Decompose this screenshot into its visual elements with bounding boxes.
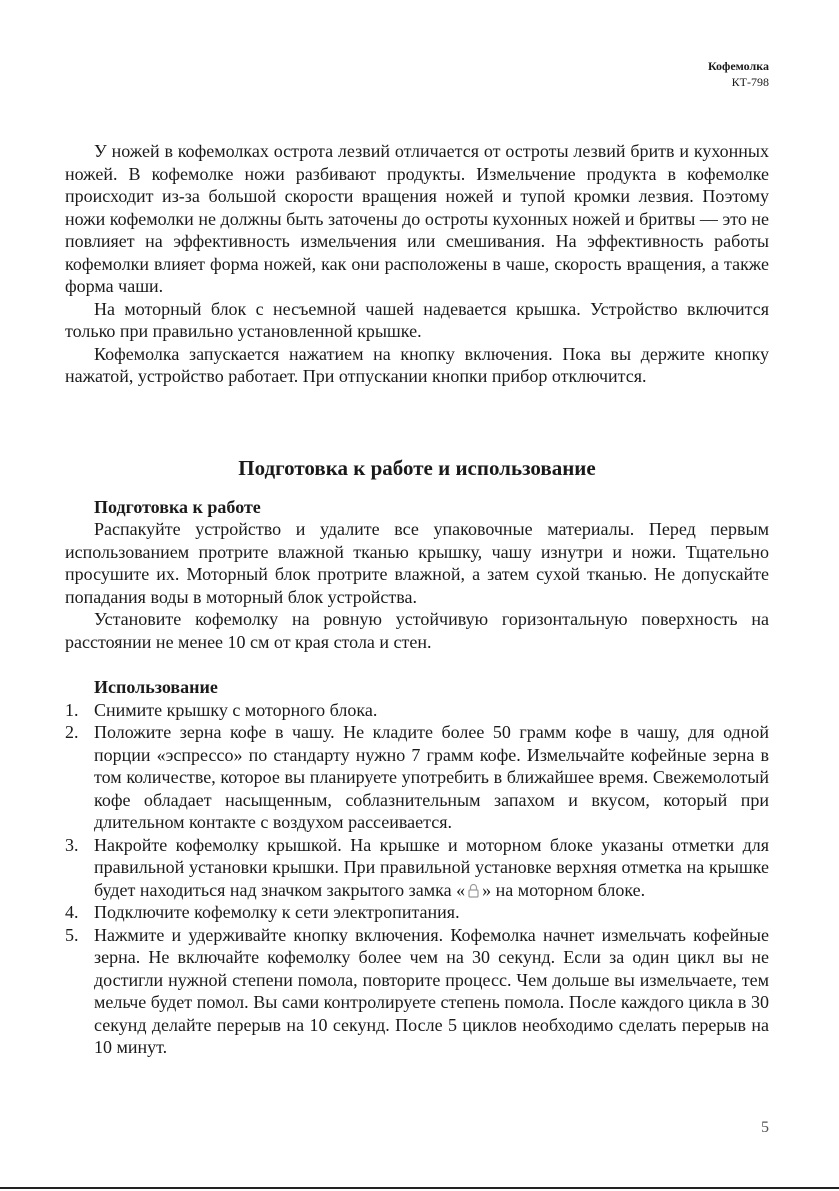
usage-step-1 [65, 699, 769, 722]
usage-heading: Использование [94, 677, 218, 697]
bottom-rule [0, 1187, 839, 1189]
preparation-paragraph-1: Распакуйте устройство и удалите все упаковочные материалы. Перед первым использованием протрите влажной тканью крышку, чашу изнутри и ножи. Тщательно просушите их. Моторный блок протрите влажной, а затем сухой тканью. Не допускайте попадания воды в моторный блок устройства. [65, 519, 769, 607]
header-brand: Кофемолка [707, 59, 769, 73]
intro-paragraph-3: Кофемолка запускается нажатием на кнопку включения. Пока вы держите кнопку нажатой, устройство работает. При отпускании кнопки прибор отключится. [65, 343, 769, 386]
step-number: 4. [65, 902, 79, 922]
preparation-heading: Подготовка к работе [94, 496, 261, 517]
usage-step-5 [65, 924, 769, 1059]
step-text: Положите зерна кофе в чашу. Не кладите более 50 грамм кофе в чашу, для одной порции «эспрессо» по стандарту нужно 7 грамм кофе. Измельчайте кофейные зерна в том количестве, которое вы планируете употребить в ближайшее время. Свежемолотый кофе обладает насыщенным, соблазнительным запахом и вкусом, который при длительном контакте с воздухом рассеивается. [94, 722, 769, 832]
step-number: 5. [65, 924, 79, 945]
usage-step-2 [65, 721, 769, 834]
step-text: Подключите кофемолку к сети электропитания. [94, 902, 460, 922]
intro-paragraph-2: На моторный блок с несъемной чашей надевается крышка. Устройство включится только при правильно установленной крышке. [65, 298, 769, 341]
section-title: Подготовка к работе и использование [238, 455, 596, 480]
page-number: 5 [761, 1119, 769, 1136]
usage-steps-list [65, 699, 769, 1059]
intro-paragraph-1: У ножей в кофемолках острота лезвий отличается от остроты лезвий бритв и кухонных ножей. В кофемолке ножи разбивают продукты. Измельчение продукта в кофемолке происходит из-за большой скорости вращения ножей и тупой кромки лезвия. Поэтому ножи кофемолки не должны быть заточены до остроты кухонных ножей и бритвы — это не повлияет на эффективность измельчения или смешивания. На эффективность работы кофемолки влияет форма ножей, как они расположены в чаше, скорость вращения, а также форма чаши. [65, 141, 769, 296]
step-text-before: Накройте кофемолку крышкой. На крышке и моторном блоке указаны отметки для правильной установки крышки. При правильной установке верхняя отметка на крышке будет находиться над значком закрытого замка « [94, 834, 769, 900]
step-text: Снимите крышку с моторного блока. [94, 699, 378, 720]
preparation-paragraph-2: Установите кофемолку на ровную устойчивую горизонтальную поверхность на расстоянии не менее 10 см от края стола и стен. [65, 609, 769, 652]
usage-step-3 [65, 834, 769, 902]
page-header [708, 58, 769, 90]
step-text-after: » на моторном блоке. [482, 879, 646, 900]
lock-icon [468, 883, 479, 898]
step-text: Нажмите и удерживайте кнопку включения. Кофемолка начнет измельчать кофейные зерна. Не включайте кофемолку более чем на 30 секунд. Если за один цикл вы не достигли нужной степени помола, повторите процесс. Чем дольше вы измельчаете, тем мельче будет помол. Вы сами контролируете степень помола. После каждого цикла в 30 секунд делайте перерыв на 10 секунд. После 5 циклов необходимо сделать перерыв на 10 минут. [94, 924, 769, 1057]
step-number: 1. [65, 699, 79, 720]
header-model: КТ-798 [731, 75, 769, 89]
step-number: 3. [65, 834, 79, 855]
usage-step-4 [65, 901, 769, 924]
step-number: 2. [65, 722, 79, 742]
page-content [65, 140, 769, 1059]
